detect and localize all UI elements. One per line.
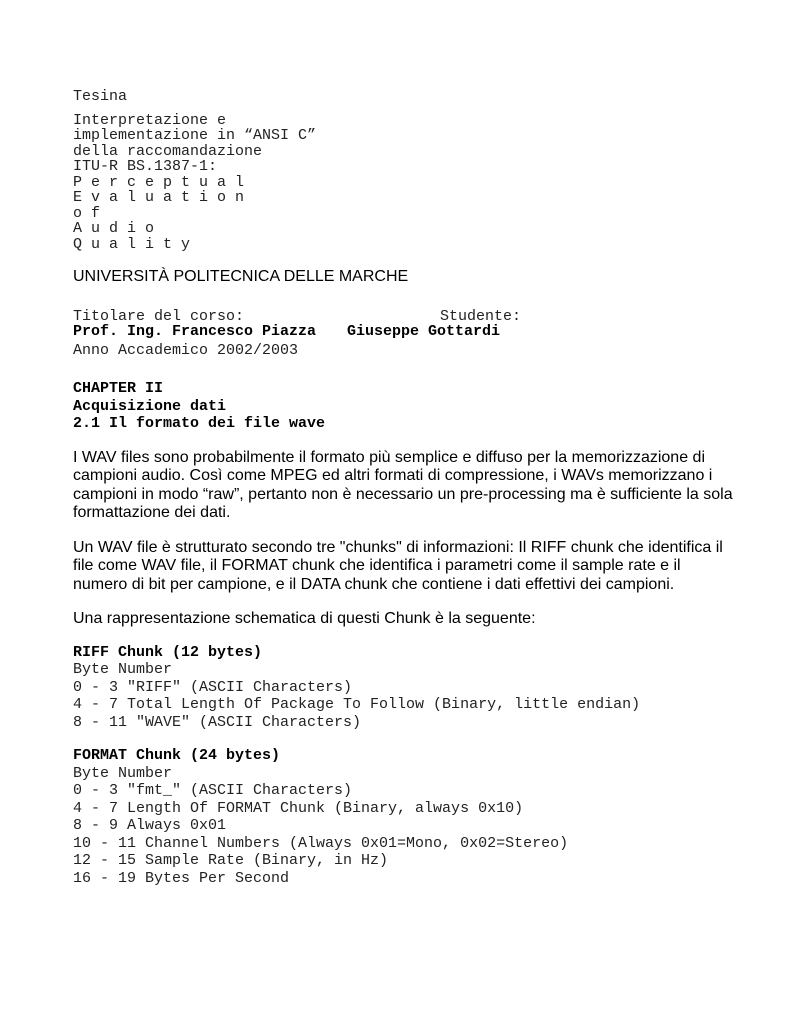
paragraph [73,610,733,629]
title-line: implementazione in “ANSI C” [73,127,317,144]
chapter-title: Acquisizione dati [73,397,227,415]
paragraph-line: formattazione dei dati. [73,504,231,521]
student-label: Studente: [440,307,522,325]
title-line: Interpretazione e [73,111,227,129]
paragraph-line: Una rappresentazione schematica di questi Chunk è la seguente: [73,610,536,627]
chapter-number: CHAPTER II [73,380,164,397]
academic-year: Anno Accademico 2002/2003 [73,341,299,359]
document-title [73,113,733,253]
paragraph [73,449,733,523]
professor-name: Prof. Ing. Francesco Piazza [73,323,317,340]
title-line: o f [73,204,101,222]
riff-chunk-heading: RIFF Chunk (12 bytes) [73,643,263,661]
paragraph-line: campioni in modo “raw”, pertanto non è necessario un pre-processing ma è sufficiente la sola [73,485,733,503]
riff-chunk-line: Byte Number [73,661,173,678]
title-line: A u d i o [73,220,155,237]
format-chunk-table [73,748,733,888]
format-chunk-line: Byte Number [73,764,173,782]
university-name: UNIVERSITÀ POLITECNICA DELLE MARCHE [73,268,409,285]
paragraph-line: I WAV files sono probabilmente il formato più semplice e diffuso per la memorizzazione di [73,448,705,466]
riff-chunk-line: 8 - 11 "WAVE" (ASCII Characters) [73,713,362,731]
title-line: della raccomandazione [73,142,263,160]
section-title: 2.1 Il formato dei file wave [73,415,326,432]
title-line: E v a l u a t i o n [73,189,245,206]
format-chunk-line: 0 - 3 "fmt_" (ASCII Characters) [73,782,353,799]
title-line: ITU-R BS.1387-1: [73,158,218,175]
format-chunk-line: 4 - 7 Length Of FORMAT Chunk (Binary, always 0x10) [73,799,524,817]
paragraph-line: file come WAV file, il FORMAT chunk che identifica i parametri come il sample rate e il [73,557,681,574]
doc-type: Tesina [73,88,128,105]
course-info [73,309,733,340]
format-chunk-line: 12 - 15 Sample Rate (Binary, in Hz) [73,852,389,869]
format-chunk-line: 10 - 11 Channel Numbers (Always 0x01=Mono, 0x02=Stereo) [73,834,569,852]
riff-chunk-line: 4 - 7 Total Length Of Package To Follow (Binary, little endian) [73,696,641,713]
riff-chunk-table [73,645,733,733]
student-name: Giuseppe Gottardi [347,323,501,340]
format-chunk-line: 16 - 19 Bytes Per Second [73,869,290,887]
paragraph-line: Un WAV file è strutturato secondo tre "chunks" di informazioni: Il RIFF chunk che identifica il [73,538,723,556]
format-chunk-heading: FORMAT Chunk (24 bytes) [73,747,281,764]
paragraph-line: numero di bit per campione, e il DATA chunk che contiene i dati effettivi dei campioni. [73,575,675,593]
professor-label: Titolare del corso: [73,307,245,325]
paragraph-line: campioni audio. Così come MPEG ed altri formati di compressione, i WAVs memorizzano i [73,467,713,484]
riff-chunk-line: 0 - 3 "RIFF" (ASCII Characters) [73,678,353,696]
title-line: P e r c e p t u a l [73,173,245,191]
title-line: Q u a l i t y [73,235,191,253]
paragraph [73,539,733,595]
document-page [73,89,733,888]
format-chunk-line: 8 - 9 Always 0x01 [73,817,227,834]
